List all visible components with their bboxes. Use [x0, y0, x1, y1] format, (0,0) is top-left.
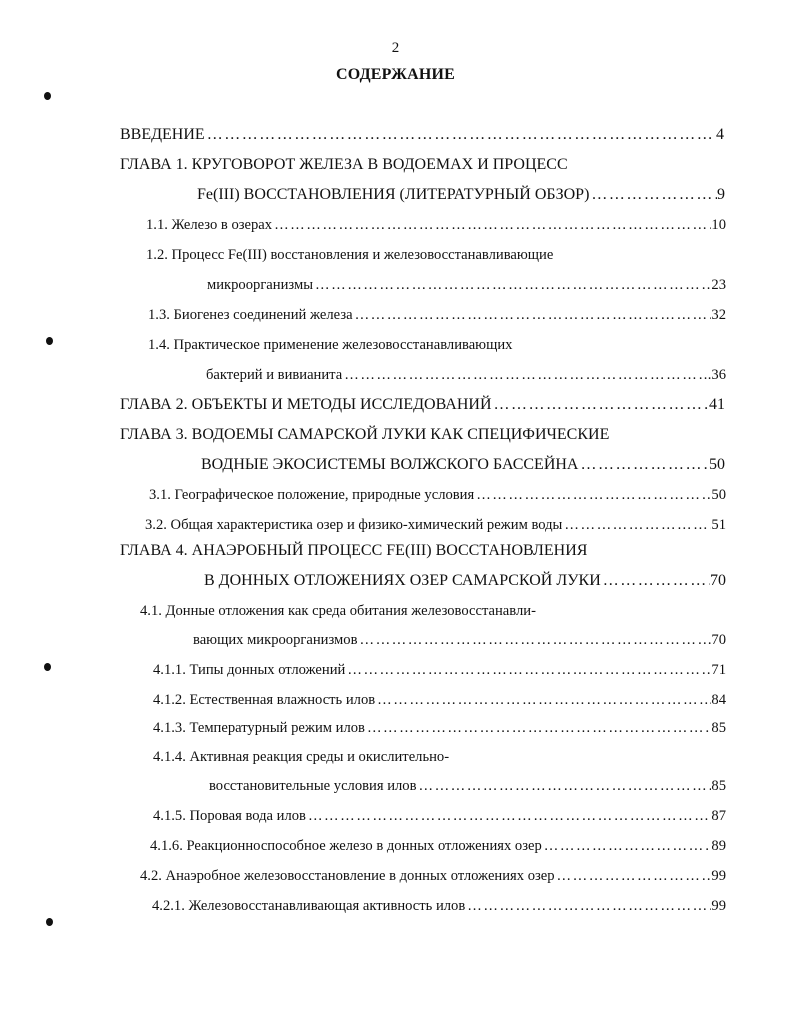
toc-entry-page: 9: [717, 186, 725, 203]
toc-entry-page: 71: [711, 662, 726, 678]
toc-entry[interactable]: [140, 864, 726, 888]
toc-entry-heading[interactable]: 1.4. Практическое применение железовосстанавливающих: [148, 337, 513, 353]
dot-leader: [342, 363, 708, 387]
toc-entry[interactable]: [153, 716, 726, 740]
toc-entry[interactable]: [152, 894, 726, 918]
dot-leader: [272, 213, 711, 237]
toc-entry-heading[interactable]: 4.1.4. Активная реакция среды и окислительно-: [153, 749, 450, 765]
toc-entry-text: вающих микроорганизмов: [193, 632, 358, 648]
toc-entry-page: 50: [709, 456, 725, 473]
toc-entry-page: 51: [711, 517, 726, 533]
toc-entry[interactable]: [153, 658, 726, 682]
toc-entry[interactable]: [120, 393, 725, 417]
toc-entry-heading[interactable]: 1.2. Процесс Fe(III) восстановления и железовосстанавливающие: [146, 247, 554, 263]
toc-entry-page: 32: [711, 307, 726, 323]
dot-leader: [357, 628, 711, 652]
dot-leader: [313, 273, 711, 297]
toc-entry-page: 50: [711, 487, 726, 503]
dot-leader: [542, 834, 712, 858]
toc-entry-page: 10: [711, 217, 726, 233]
toc-entry-text: восстановительные условия илов: [209, 778, 417, 794]
toc-entry-page: 41: [709, 396, 725, 413]
toc-entry-page: 87: [711, 808, 726, 824]
dot-leader: [555, 864, 712, 888]
toc-entry[interactable]: [153, 688, 726, 712]
toc-entry-page: 99: [711, 898, 726, 914]
dot-leader: [205, 123, 716, 147]
toc-entry-text: 4.1.3. Температурный режим илов: [153, 720, 365, 736]
toc-entry-text: В ДОННЫХ ОТЛОЖЕНИЯХ ОЗЕР САМАРСКОЙ ЛУКИ: [204, 572, 601, 589]
dot-leader: [416, 774, 711, 798]
dot-leader: [345, 658, 711, 682]
document-title: СОДЕРЖАНИЕ: [335, 66, 456, 83]
toc-entry-page: 70: [710, 572, 726, 589]
toc-chapter-heading[interactable]: ГЛАВА 4. АНАЭРОБНЫЙ ПРОЦЕСС FE(III) ВОССТАНОВЛЕНИЯ: [120, 542, 588, 559]
toc-entry[interactable]: [148, 303, 726, 327]
toc-entry-text: 3.1. Географическое положение, природные условия: [149, 487, 475, 503]
toc-entry-page: 89: [711, 838, 726, 854]
margin-mark: [44, 663, 51, 671]
toc-entry[interactable]: [153, 804, 726, 828]
toc-entry[interactable]: [146, 213, 726, 237]
dot-leader: [474, 483, 711, 507]
dot-leader: [562, 513, 711, 537]
toc-entry-page: 85: [711, 778, 726, 794]
toc-entry-text: 1.1. Железо в озерах: [146, 217, 273, 233]
margin-mark: [46, 918, 53, 926]
dot-leader: [365, 716, 711, 740]
toc-chapter-heading[interactable]: ГЛАВА 3. ВОДОЕМЫ САМАРСКОЙ ЛУКИ КАК СПЕЦИФИЧЕСКИЕ: [120, 426, 610, 443]
toc-entry-text: ВОДНЫЕ ЭКОСИСТЕМЫ ВОЛЖСКОГО БАССЕЙНА: [201, 456, 579, 473]
toc-entry-introduction[interactable]: [120, 123, 724, 147]
toc-entry[interactable]: [193, 628, 726, 652]
toc-entry[interactable]: [149, 483, 726, 507]
margin-mark: [46, 337, 53, 345]
dot-leader: [306, 804, 711, 828]
toc-entry-text: 4.2. Анаэробное железовосстановление в донных отложениях озер: [140, 868, 555, 884]
toc-entry-text: 1.3. Биогенез соединений железа: [148, 307, 353, 323]
toc-entry-text: бактерий и вивианита: [206, 367, 343, 383]
toc-entry-text: 4.2.1. Железовосстанавливающая активность илов: [152, 898, 466, 914]
toc-entry-page: 84: [711, 692, 726, 708]
toc-entry-text: 3.2. Общая характеристика озер и физико-химический режим воды: [145, 517, 563, 533]
toc-entry[interactable]: [150, 834, 726, 858]
toc-entry-page: 4: [716, 126, 724, 143]
toc-entry[interactable]: [206, 363, 726, 387]
toc-chapter-heading[interactable]: ГЛАВА 1. КРУГОВОРОТ ЖЕЛЕЗА В ВОДОЕМАХ И ПРОЦЕСС: [120, 156, 568, 173]
page-number: 2: [391, 40, 400, 56]
toc-entry-heading[interactable]: 4.1. Донные отложения как среда обитания железовосстанавли-: [140, 603, 536, 619]
toc-entry-text: 4.1.1. Типы донных отложений: [153, 662, 346, 678]
toc-entry[interactable]: [145, 513, 726, 537]
toc-entry[interactable]: [207, 273, 726, 297]
toc-entry-page: 85: [711, 720, 726, 736]
margin-mark: [44, 92, 51, 100]
toc-entry-text: микроорганизмы: [207, 277, 314, 293]
toc-entry[interactable]: [197, 183, 725, 207]
dot-leader: [492, 393, 710, 417]
toc-entry-text: ГЛАВА 2. ОБЪЕКТЫ И МЕТОДЫ ИССЛЕДОВАНИЙ: [120, 396, 492, 413]
toc-entry-text: 4.1.6. Реакционноспособное железо в донных отложениях озер: [150, 838, 542, 854]
toc-entry[interactable]: [201, 453, 725, 477]
dot-leader: [353, 303, 712, 327]
dot-leader: [375, 688, 711, 712]
dot-leader: [601, 569, 710, 593]
dot-leader: [589, 183, 717, 207]
toc-entry-page: 99: [711, 868, 726, 884]
toc-entry-text: 4.1.2. Естественная влажность илов: [153, 692, 376, 708]
dot-leader: [465, 894, 711, 918]
toc-entry[interactable]: [209, 774, 726, 798]
toc-entry-text: Fe(III) ВОССТАНОВЛЕНИЯ (ЛИТЕРАТУРНЫЙ ОБЗОР): [197, 186, 590, 203]
toc-entry-text: ВВЕДЕНИЕ: [120, 126, 205, 143]
toc-entry-page: .36: [707, 367, 726, 383]
toc-entry-text: 4.1.5. Поровая вода илов: [153, 808, 306, 824]
dot-leader: [578, 453, 709, 477]
toc-entry-page: 70: [711, 632, 726, 648]
toc-entry-page: 23: [711, 277, 726, 293]
toc-entry[interactable]: [204, 569, 726, 593]
